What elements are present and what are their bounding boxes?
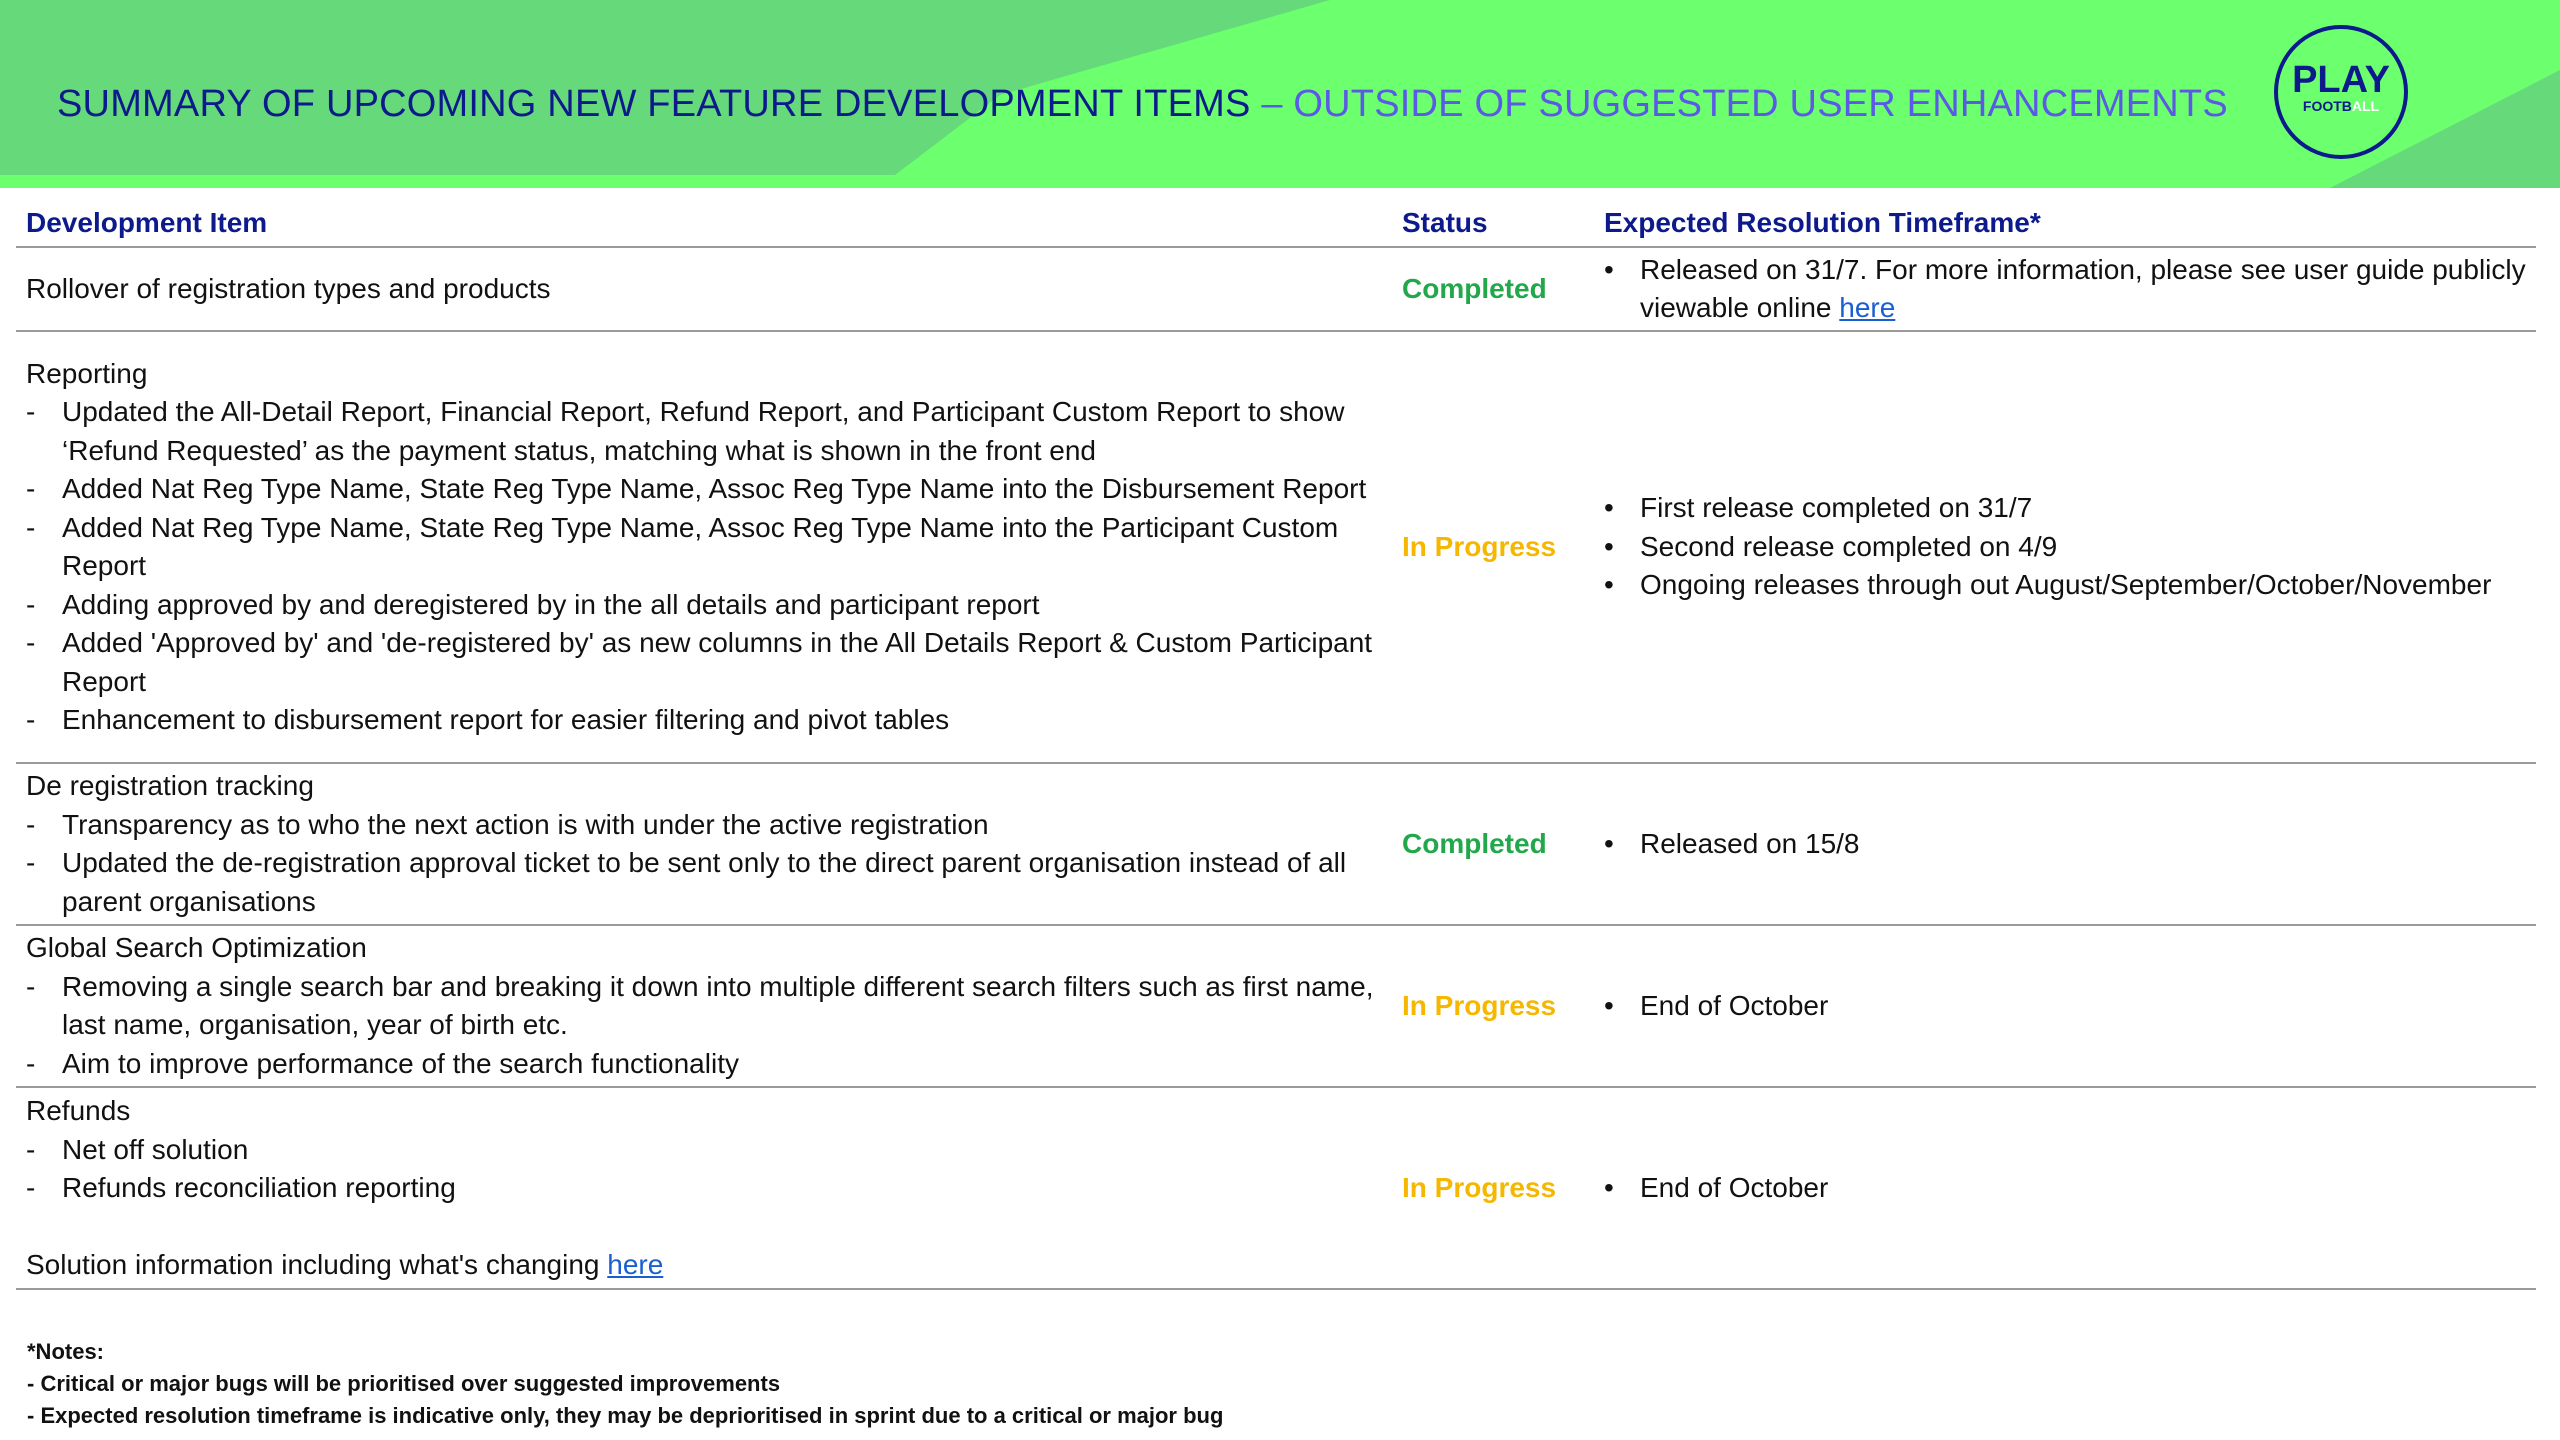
timeframe-list [1604,825,2536,864]
detail-item: - Adding approved by and deregistered by in the all details and participant report [26,586,1392,625]
column-header-status: Status [1392,200,1594,247]
item-title: Global Search Optimization [26,932,367,963]
detail-item: - Updated the de-registration approval ticket to be sent only to the direct parent organisation instead of all parent organisations [26,844,1392,921]
title-sub: – OUTSIDE OF SUGGESTED USER ENHANCEMENTS [1250,83,2228,125]
table-row [16,1087,2536,1289]
detail-item: - Added Nat Reg Type Name, State Reg Type Name, Assoc Reg Type Name into the Disbursement Report [26,470,1392,509]
status-cell [1392,331,1594,763]
item-cell [16,763,1392,925]
table-row [16,925,2536,1087]
item-details-list [26,1131,1392,1208]
table-row [16,247,2536,331]
timeframe-item: • Released on 15/8 [1604,825,2536,864]
table-row [16,331,2536,763]
timeframe-cell [1594,763,2536,925]
status-badge: In Progress [1402,530,1557,562]
table-row [16,763,2536,925]
item-cell [16,1087,1392,1289]
detail-item: - Updated the All-Detail Report, Financial Report, Refund Report, and Participant Custom Report to show ‘Refund Requested’ as the payment status, matching what is shown in the front end [26,393,1392,470]
timeframe-cell [1594,925,2536,1087]
detail-item: - Enhancement to disbursement report for easier filtering and pivot tables [26,701,1392,740]
page-title [57,80,2228,128]
item-title: De registration tracking [26,770,314,801]
timeframe-item: • End of October [1604,1169,2536,1208]
status-badge: Completed [1402,827,1547,859]
column-header-timeframe: Expected Resolution Timeframe* [1594,200,2536,247]
timeframe-list [1604,1169,2536,1208]
logo-play-text: PLAY [2292,59,2390,101]
item-details-list [26,806,1392,922]
detail-item: - Aim to improve performance of the search functionality [26,1045,1392,1084]
timeframe-list [1604,987,2536,1026]
column-header-development-item: Development Item [16,200,1392,247]
notes-heading: *Notes: [27,1339,105,1364]
notes-section [27,1336,1223,1432]
detail-item: - Net off solution [26,1131,1392,1170]
timeframe-item: • Ongoing releases through out August/September/October/November [1604,566,2536,605]
detail-item: - Removing a single search bar and breaking it down into multiple different search filters such as first name, last name, organisation, year of birth etc. [26,968,1392,1045]
item-details-list [26,968,1392,1084]
status-badge: Completed [1402,272,1547,304]
item-cell [16,331,1392,763]
timeframe-item: • Released on 31/7. For more information, please see user guide publicly viewable online here [1604,251,2536,328]
timeframe-list [1604,489,2536,605]
status-cell [1392,1087,1594,1289]
item-title: Rollover of registration types and products [26,272,551,304]
status-badge: In Progress [1402,989,1557,1021]
logo-football-text: FOOTBALL [2302,98,2380,114]
user-guide-link[interactable]: here [1839,292,1896,323]
status-badge: In Progress [1402,1171,1557,1203]
notes-line: - Expected resolution timeframe is indicative only, they may be deprioritised in sprint due to a critical or major bug [27,1403,1224,1428]
development-items-table [16,200,2536,1290]
detail-item: - Refunds reconciliation reporting [26,1169,1392,1208]
table-header-row [16,200,2536,247]
status-cell [1392,247,1594,331]
status-cell [1392,763,1594,925]
detail-item: - Added Nat Reg Type Name, State Reg Type Name, Assoc Reg Type Name into the Participant Custom Report [26,509,1392,586]
item-cell [16,925,1392,1087]
solution-info-link[interactable]: here [607,1248,664,1280]
timeframe-cell [1594,1087,2536,1289]
title-main: SUMMARY OF UPCOMING NEW FEATURE DEVELOPMENT ITEMS [57,83,1251,125]
item-title: Refunds [26,1095,131,1126]
timeframe-cell [1594,247,2536,331]
item-details-list [26,393,1392,740]
timeframe-item: • Second release completed on 4/9 [1604,528,2536,567]
timeframe-list [1604,251,2536,328]
timeframe-item: • First release completed on 31/7 [1604,489,2536,528]
status-cell [1392,925,1594,1087]
notes-line: - Critical or major bugs will be prioritised over suggested improvements [27,1371,781,1396]
header-banner [0,0,2560,188]
timeframe-item: • End of October [1604,987,2536,1026]
timeframe-cell [1594,331,2536,763]
detail-item: - Added 'Approved by' and 'de-registered by' as new columns in the All Details Report & Custom Participant Report [26,624,1392,701]
item-cell [16,247,1392,331]
solution-info: Solution information including what's changing here [26,1248,664,1280]
play-football-logo [2274,25,2406,157]
detail-item: - Transparency as to who the next action is with under the active registration [26,806,1392,845]
item-title: Reporting [26,357,148,389]
